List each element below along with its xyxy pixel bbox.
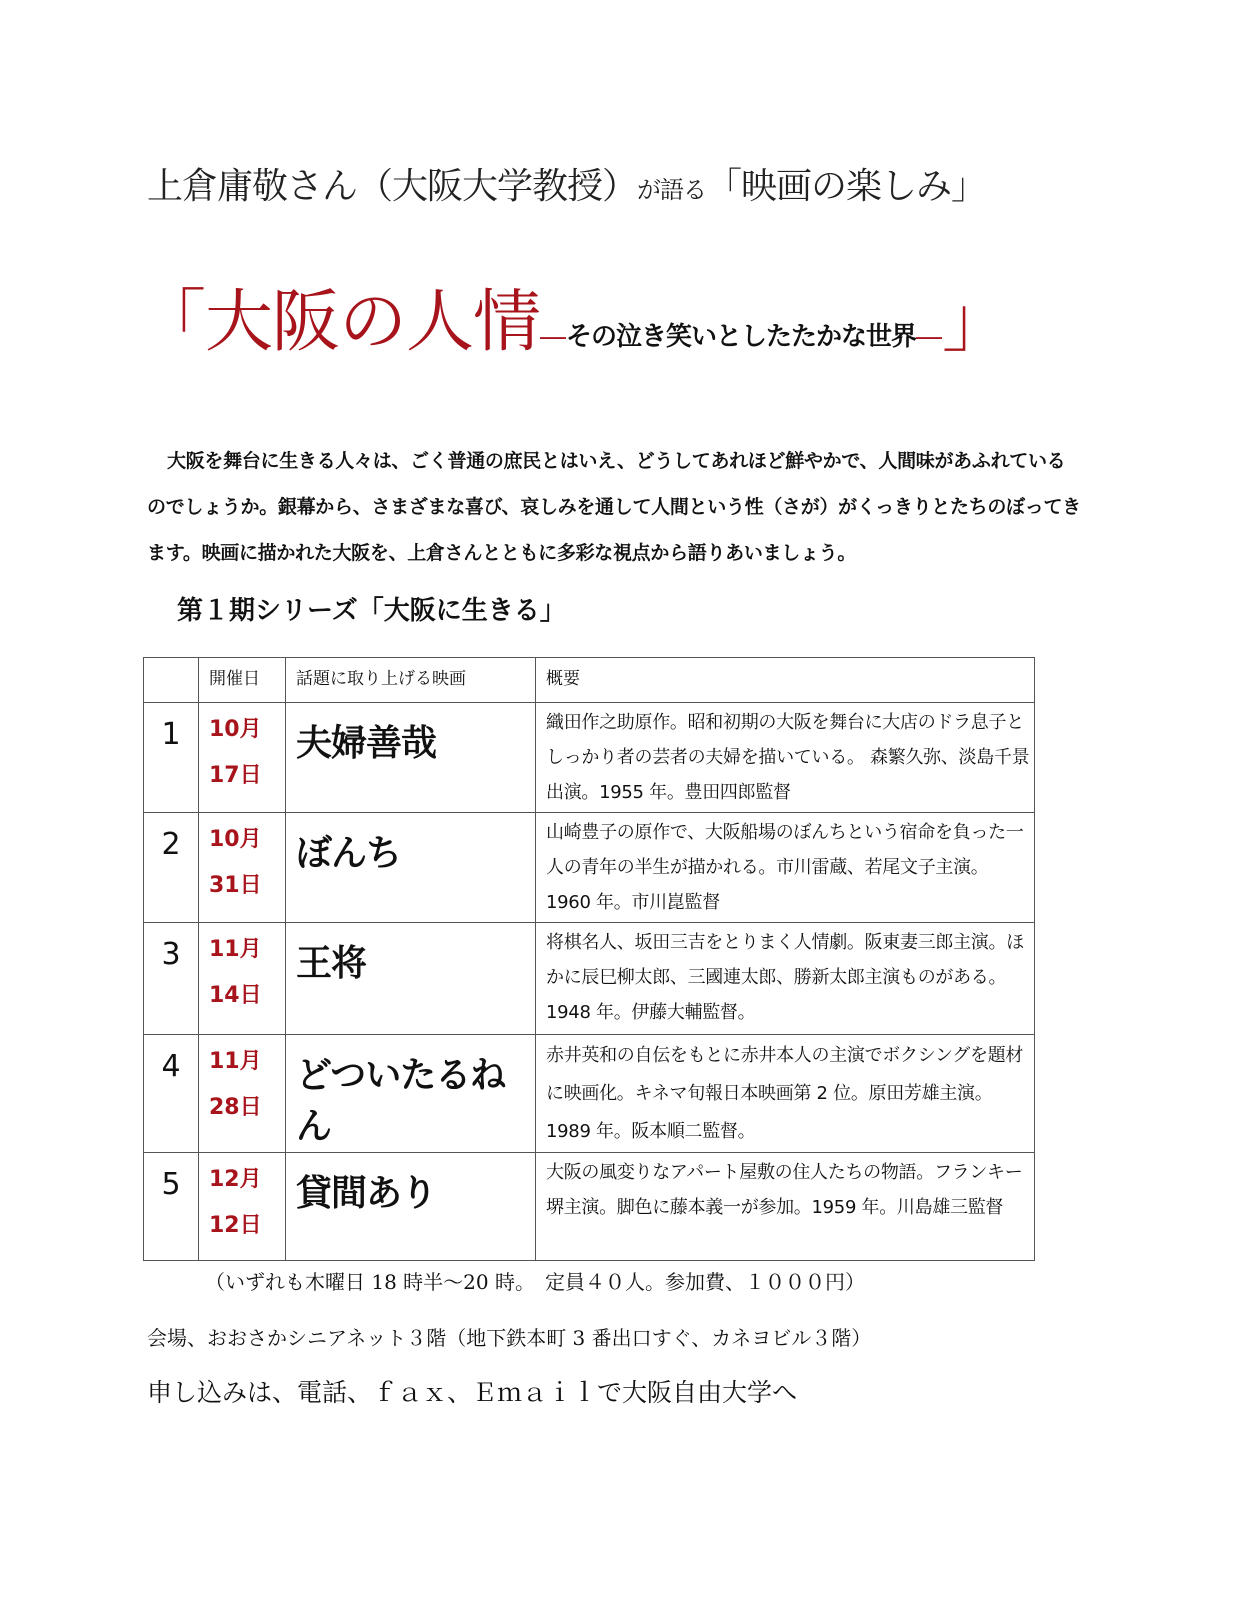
row-month: 11月 [209,937,262,962]
row-summary: 赤井英和の自伝をもとに赤井本人の主演でボクシングを題材に映画化。キネマ旬報日本映画第 2 位。原田芳雄主演。1989 年。阪本順二監督。 [536,1035,1035,1153]
main-title-text: 「大阪の人情 [138,283,541,362]
main-title [138,268,1010,365]
row-month: 11月 [209,1049,262,1074]
table-header-row [144,658,1035,703]
venue-info: 会場、おおさかシニアネット３階（地下鉄本町 3 番出口すぐ、カネヨビル３階） [147,1326,872,1350]
schedule-table [143,657,1035,1261]
table-row [144,703,1035,813]
row-day: 12日 [209,1213,262,1238]
application-info: 申し込みは、電話、ｆａｘ、Ｅｍａｉｌで大阪自由大学へ [147,1378,798,1407]
title-dash-right: ― [916,322,943,352]
row-day: 14日 [209,983,262,1008]
row-summary: 織田作之助原作。昭和初期の大阪を舞台に大店のドラ息子としっかり者の芸者の夫婦を描いている。 森繁久弥、淡島千景出演。1955 年。豊田四郎監督 [536,703,1035,813]
row-day: 28日 [209,1095,262,1120]
title-close-bracket: 」 [942,283,1011,362]
series-title: 第１期シリーズ「大阪に生きる」 [177,596,566,626]
row-number: 1 [144,703,199,813]
header-date: 開催日 [199,658,286,703]
table-row [144,1035,1035,1153]
table-row [144,813,1035,923]
header-summary: 概要 [536,658,1035,703]
row-day: 17日 [209,763,262,788]
table-row [144,923,1035,1035]
speaker-name: 上倉庸敬さん（大阪大学教授） [147,166,638,207]
row-date [199,1035,286,1153]
row-month: 12月 [209,1167,262,1192]
row-film-title: ぼんち [286,813,536,923]
row-month: 10月 [209,827,262,852]
intro-text: 大阪を舞台に生きる人々は、ごく普通の庶民とはいえ、どうしてあれほど鮮やかで、人間味があふれているのでしょうか。銀幕から、さまざまな喜び、哀しみを通して人間という性（さが）がくっきりとたちのぼってきます。映画に描かれた大阪を、上倉さんとともに多彩な視点から語りあいましょう。 [147,450,1081,564]
header-film: 話題に取り上げる映画 [286,658,536,703]
row-date [199,1153,286,1261]
row-day: 31日 [209,873,262,898]
row-film-title: 夫婦善哉 [286,703,536,813]
row-date [199,923,286,1035]
heading-verb: が語る [637,176,707,204]
header-num [144,658,199,703]
lecture-heading [147,158,986,209]
row-number: 4 [144,1035,199,1153]
row-date [199,813,286,923]
row-film-title: どついたるねん [286,1035,536,1153]
row-summary: 将棋名人、坂田三吉をとりまく人情劇。阪東妻三郎主演。ほかに辰巳柳太郎、三國連太郎、勝新太郎主演ものがある。1948 年。伊藤大輔監督。 [536,923,1035,1035]
heading-topic: 「映画の楽しみ」 [706,166,987,207]
row-summary: 大阪の風変りなアパート屋敷の住人たちの物語。フランキー堺主演。脚色に藤本義一が参加。1959 年。川島雄三監督 [536,1153,1035,1261]
row-number: 3 [144,923,199,1035]
row-month: 10月 [209,717,262,742]
row-summary: 山崎豊子の原作で、大阪船場のぼんちという宿命を負った一人の青年の半生が描かれる。市川雷蔵、若尾文子主演。1960 年。市川崑監督 [536,813,1035,923]
row-date [199,703,286,813]
schedule-note: （いずれも木曜日 18 時半～20 時。 定員４０人。参加費、１０００円） [205,1270,865,1294]
row-number: 2 [144,813,199,923]
row-film-title: 王将 [286,923,536,1035]
table-row [144,1153,1035,1261]
row-film-title: 貸間あり [286,1153,536,1261]
title-dash-left: ― [540,322,567,352]
intro-paragraph [147,438,1082,576]
main-subtitle: その泣き笑いとしたたかな世界 [566,322,917,352]
row-number: 5 [144,1153,199,1261]
